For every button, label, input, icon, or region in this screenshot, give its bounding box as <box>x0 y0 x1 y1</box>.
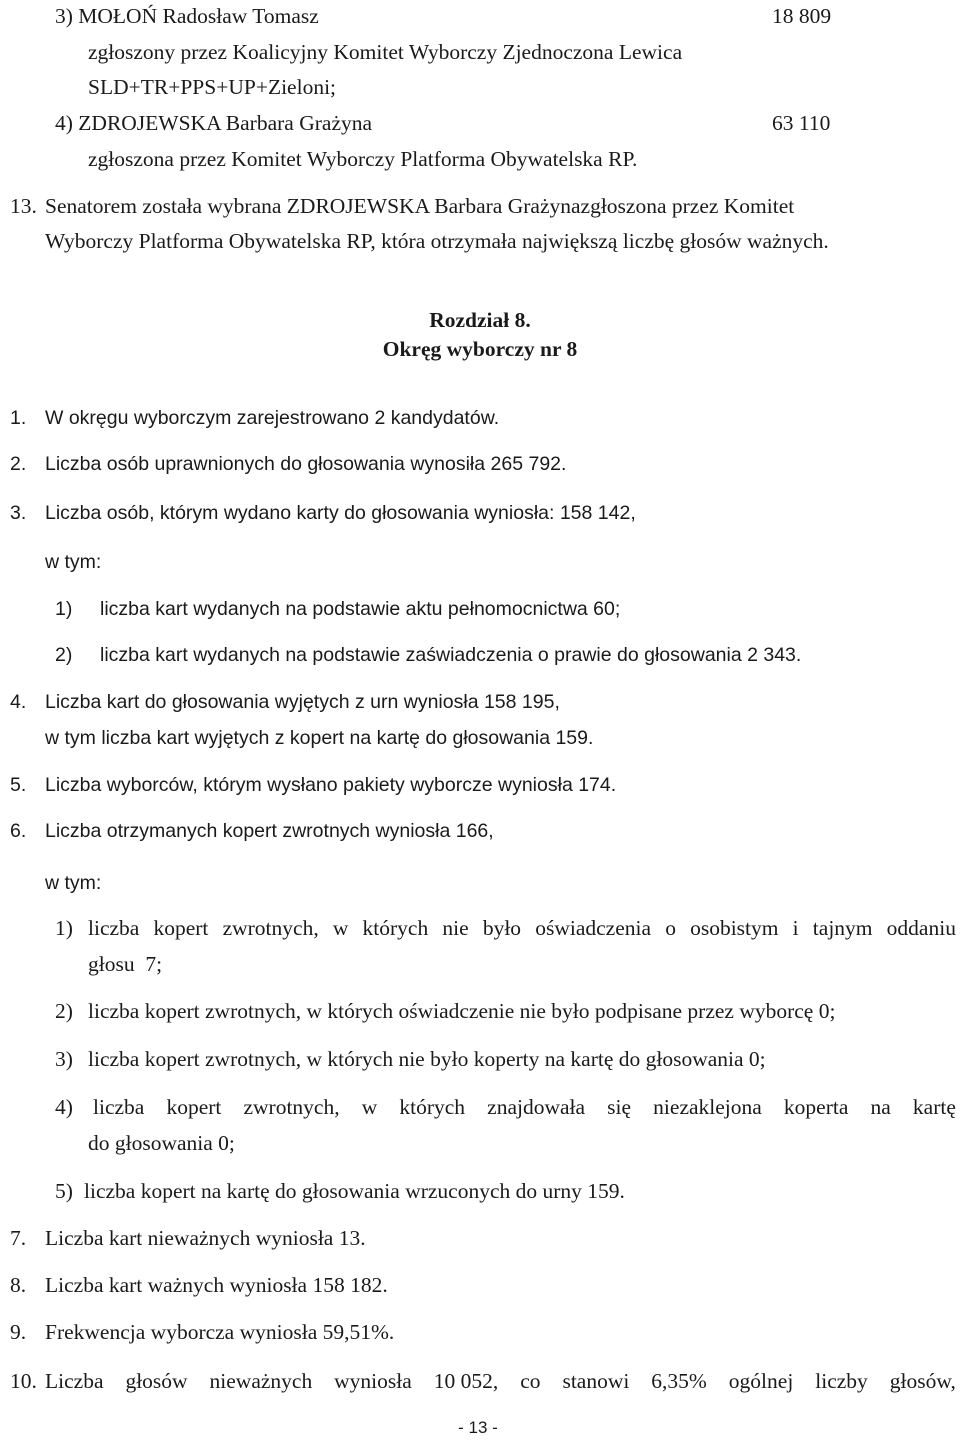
chapter-subtitle: Okręg wyborczy nr 8 <box>382 337 578 361</box>
word: zwrotnych, <box>243 1095 340 1119</box>
item-6-sub-5-text: liczba kopert na kartę do głosowania wrzuconych do urny 159. <box>84 1179 625 1203</box>
word: liczby <box>815 1369 868 1393</box>
point-13-line-1: Senatorem została wybrana ZDROJEWSKA Barbara Grażynazgłoszona przez Komitet <box>45 194 795 218</box>
item-3-sub-1-number: 1) <box>55 598 73 620</box>
item-3-text: Liczba osób, którym wydano karty do głosowania wyniosła: 158 142, <box>45 502 636 524</box>
item-5-number: 5. <box>10 774 27 796</box>
item-6-text: Liczba otrzymanych kopert zwrotnych wyniosła 166, <box>45 820 494 842</box>
word: Liczba <box>45 1369 104 1393</box>
item-5-text: Liczba wyborców, którym wysłano pakiety wyborcze wyniosła 174. <box>45 774 617 796</box>
word: nieważnych <box>209 1369 313 1393</box>
candidate-3-votes: 18 809 <box>772 4 832 28</box>
word: o <box>665 916 676 940</box>
item-6-sub-4-text <box>93 1097 956 1119</box>
word: i <box>792 916 799 940</box>
word: kartę <box>912 1095 956 1119</box>
item-8-number: 8. <box>10 1273 27 1297</box>
candidate-3-committee-line-2: SLD+TR+PPS+UP+Zieloni; <box>88 75 337 99</box>
word: oświadczenia <box>535 916 652 940</box>
item-2-text: Liczba osób uprawnionych do głosowania wynosiła 265 792. <box>45 453 567 475</box>
item-4-line-1: Liczba kart do głosowania wyjętych z urn wyniosła 158 195, <box>45 691 560 713</box>
item-6-sub-3-number: 3) <box>55 1047 73 1071</box>
page-number: - 13 - <box>458 1418 498 1437</box>
item-1-text: W okręgu wyborczym zarejestrowano 2 kandydatów. <box>45 407 500 429</box>
word: się <box>607 1095 632 1119</box>
word: ogólnej <box>728 1369 794 1393</box>
candidate-4-votes: 63 110 <box>772 111 831 135</box>
item-7-number: 7. <box>10 1226 27 1250</box>
item-10-text <box>45 1371 956 1393</box>
item-3-sub-2-text: liczba kart wydanych na podstawie zaświadczenia o prawie do głosowania 2 343. <box>100 644 802 666</box>
word: niezaklejona <box>653 1095 762 1119</box>
item-6-sub-1-text <box>88 918 956 940</box>
candidate-4-name: 4) ZDROJEWSKA Barbara Grażyna <box>55 111 373 135</box>
word: zwrotnych, <box>222 916 319 940</box>
item-9-text: Frekwencja wyborcza wyniosła 59,51%. <box>45 1320 395 1344</box>
word: stanowi <box>562 1369 630 1393</box>
candidate-4-committee: zgłoszona przez Komitet Wyborczy Platforma Obywatelska RP. <box>88 147 638 171</box>
word: co <box>520 1369 541 1393</box>
item-4-number: 4. <box>10 691 27 713</box>
item-10-number: 10. <box>10 1369 37 1393</box>
word: kopert <box>166 1095 222 1119</box>
word: tajnym <box>812 916 873 940</box>
item-8-text: Liczba kart ważnych wyniosła 158 182. <box>45 1273 388 1297</box>
item-1-number: 1. <box>10 407 27 429</box>
word: głosów <box>125 1369 188 1393</box>
word: kopert <box>153 916 209 940</box>
item-3-sub-1-text: liczba kart wydanych na podstawie aktu pełnomocnictwa 60; <box>100 598 621 620</box>
item-6-sub-1-continuation: głosu 7; <box>88 952 163 976</box>
word: w <box>332 916 349 940</box>
item-6-sub-4-continuation: do głosowania 0; <box>88 1131 235 1155</box>
chapter-title: Rozdział 8. <box>429 308 531 332</box>
word: w <box>361 1095 378 1119</box>
item-3-number: 3. <box>10 502 27 524</box>
item-6-sub-1-number: 1) <box>55 916 73 940</box>
word: których <box>399 1095 466 1119</box>
item-9-number: 9. <box>10 1320 27 1344</box>
word: na <box>870 1095 891 1119</box>
candidate-3-name: 3) MOŁOŃ Radosław Tomasz <box>55 4 319 28</box>
item-6-sub-3-text: liczba kopert zwrotnych, w których nie było koperty na kartę do głosowania 0; <box>88 1047 766 1071</box>
word: było <box>482 916 522 940</box>
word: koperta <box>783 1095 849 1119</box>
item-6-in-that: w tym: <box>45 872 102 894</box>
item-6-sub-2-text: liczba kopert zwrotnych, w których oświadczenie nie było podpisane przez wyborcę 0; <box>88 999 836 1023</box>
item-6-sub-5-number: 5) <box>55 1179 73 1203</box>
word: 10 052, <box>433 1369 499 1393</box>
word: znajdowała <box>487 1095 586 1119</box>
item-7-text: Liczba kart nieważnych wyniosła 13. <box>45 1226 366 1250</box>
point-13-number: 13. <box>10 194 37 218</box>
word: których <box>362 916 429 940</box>
item-6-sub-4-number: 4) <box>55 1095 73 1119</box>
word: osobistym <box>690 916 779 940</box>
word: wyniosła <box>334 1369 412 1393</box>
item-3-in-that: w tym: <box>45 551 102 573</box>
word: 6,35% <box>651 1369 707 1393</box>
item-2-number: 2. <box>10 453 27 475</box>
word: liczba <box>93 1095 145 1119</box>
point-13-line-2: Wyborczy Platforma Obywatelska RP, która otrzymała największą liczbę głosów ważnych. <box>45 229 829 253</box>
item-4-line-2: w tym liczba kart wyjętych z kopert na kartę do głosowania 159. <box>45 727 594 749</box>
item-6-sub-2-number: 2) <box>55 999 73 1023</box>
candidate-3-committee-line-1: zgłoszony przez Koalicyjny Komitet Wyborczy Zjednoczona Lewica <box>88 40 683 64</box>
word: nie <box>442 916 469 940</box>
word: liczba <box>88 916 140 940</box>
item-6-number: 6. <box>10 820 27 842</box>
word: oddaniu <box>886 916 956 940</box>
item-3-sub-2-number: 2) <box>55 644 73 666</box>
word: głosów, <box>889 1369 956 1393</box>
